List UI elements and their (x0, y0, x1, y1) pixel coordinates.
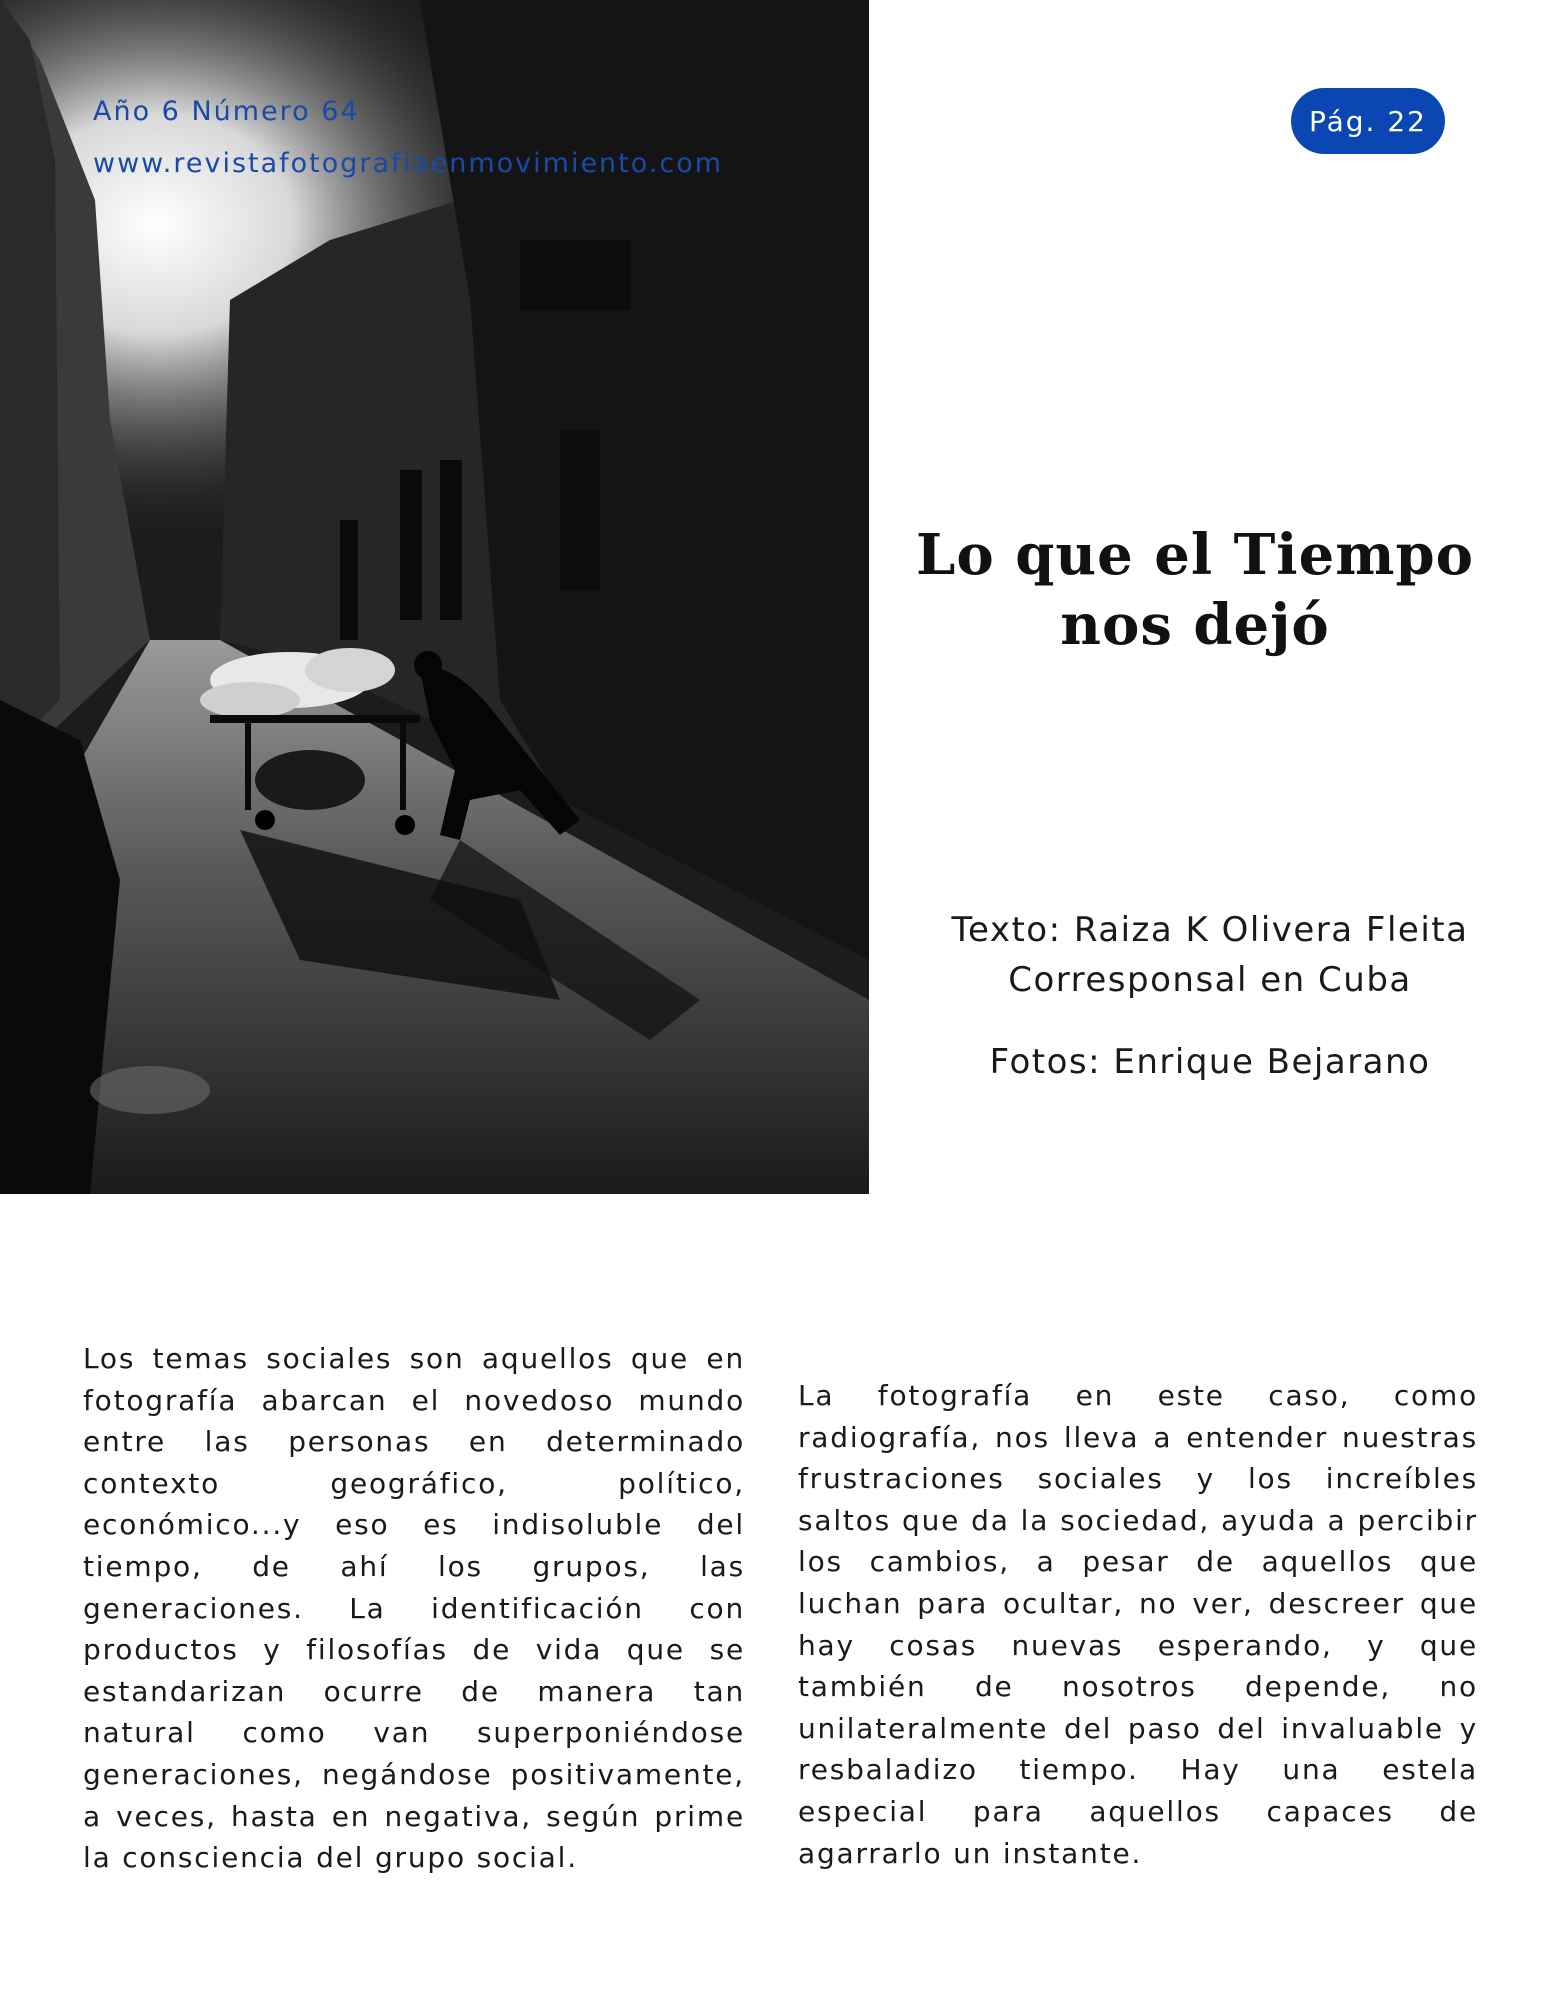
page-number-badge: Pág. 22 (1291, 88, 1445, 154)
body-column-right: La fotografía en este caso, como radiografía, nos lleva a entender nuestras frustraciones sociales y los increíbles saltos que da la sociedad, ayuda a percibir los cambios, a pesar de aquellos que luchan para ocultar, no ver, descreer que hay cosas nuevas esperando, y que también de nosotros depende, no unilateralmente del paso del invaluable y resbaladizo tiempo. Hay una estela especial para aquellos capaces de agarrarlo un instante. (798, 1379, 1478, 1870)
article-title (900, 520, 1490, 660)
issue-info (93, 86, 723, 190)
issue-number: Año 6 Número 64 (93, 96, 360, 127)
photo-credit: Fotos: Enrique Bejarano (989, 1042, 1431, 1082)
credits (900, 905, 1520, 1087)
title-line-1: Lo que el Tiempo (916, 522, 1474, 588)
body-column-left: Los temas sociales son aquellos que en fotografía abarcan el novedoso mundo entre las personas en determinado contexto geográfico, político, económico...y eso es indisoluble del tiempo, de ahí los grupos, las generaciones. La identificación con productos y filosofías de vida que se estandarizan ocurre de manera tan natural como van superponiéndose generaciones, negándose positivamente, a veces, hasta en negativa, según prime la consciencia del grupo social. (83, 1342, 745, 1875)
title-line-2: nos dejó (1060, 592, 1330, 658)
website-link[interactable]: www.revistafotografiaenmovimiento.com (93, 148, 724, 179)
text-credit: Texto: Raiza K Olivera Fleita (951, 910, 1469, 950)
author-role: Corresponsal en Cuba (1008, 960, 1412, 1000)
